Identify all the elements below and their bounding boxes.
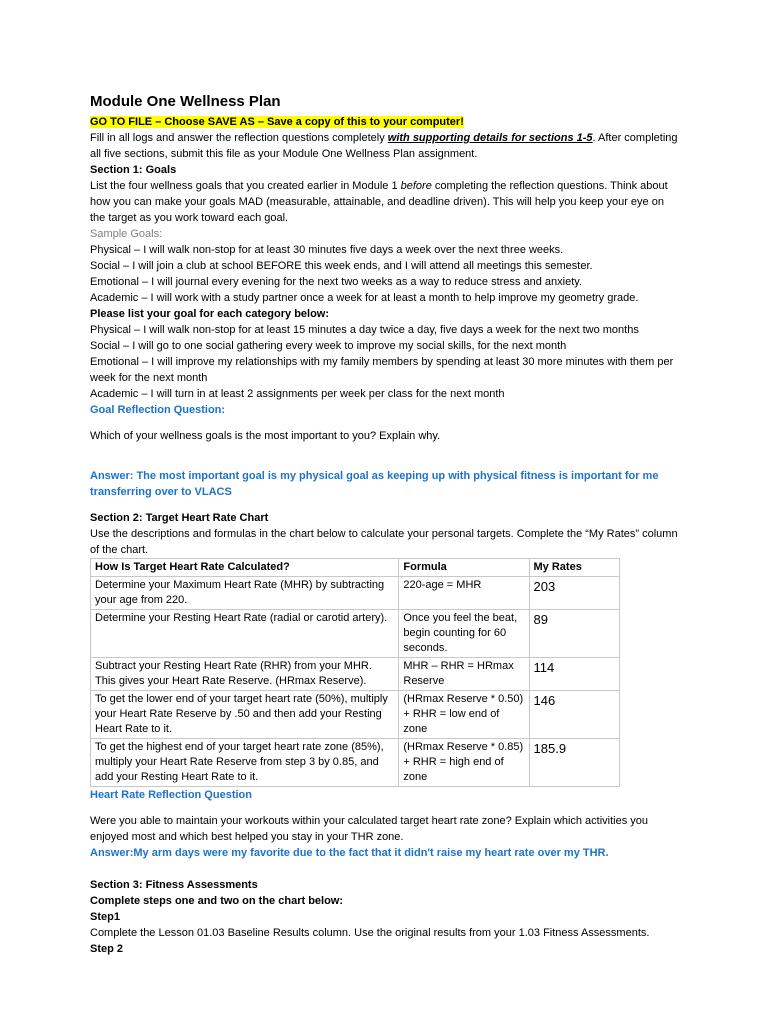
- my-rate-cell[interactable]: 89: [529, 610, 619, 658]
- section2-heading: Section 2: Target Heart Rate Chart: [90, 512, 269, 524]
- goal-social: Social – I will go to one social gathering every week to improve my social skills, for the next month: [90, 340, 567, 352]
- table-row: [91, 610, 620, 658]
- section1-desc-text: List the four wellness goals that you created earlier in Module 1: [90, 180, 401, 192]
- goal-reflection-question: Which of your wellness goals is the most important to you? Explain why.: [90, 430, 441, 442]
- intro-emphasis: with supporting details for sections 1-5: [387, 132, 593, 144]
- save-instruction: [90, 114, 680, 130]
- section1-desc-emphasis: before: [400, 180, 432, 192]
- goal-emotional: Emotional – I will improve my relationships with my family members by spending at least 30 more minutes with them per week for the next month: [90, 356, 674, 384]
- how-cell: To get the lower end of your target heart rate (50%), multiply your Heart Rate Reserve by .50 and then add your Resting Heart Rate to it.: [91, 691, 399, 739]
- table-row: [91, 739, 620, 787]
- save-instruction-highlight: GO TO FILE – Choose SAVE AS – Save a copy of this to your computer!: [90, 116, 464, 128]
- formula-cell: MHR – RHR = HRmax Reserve: [399, 658, 529, 691]
- step1-label: Step1: [90, 911, 120, 923]
- table-header-row: [91, 559, 620, 577]
- how-cell: To get the highest end of your target heart rate zone (85%), multiply your Heart Rate Reserve from step 3 by 0.85, and add your Resting Heart Rate to it.: [91, 739, 399, 787]
- sample-goals-label: Sample Goals:: [90, 228, 163, 240]
- heart-rate-reflection-heading: Heart Rate Reflection Question: [90, 789, 252, 801]
- intro-text: Fill in all logs and answer the reflection questions completely: [90, 132, 388, 144]
- heart-rate-reflection-answer: Answer:My arm days were my favorite due to the fact that it didn't raise my heart rate over my THR.: [90, 847, 609, 859]
- step2-label: Step 2: [90, 943, 124, 955]
- sample-goal-physical: Physical – I will walk non-stop for at least 30 minutes five days a week over the next three weeks.: [90, 244, 564, 256]
- document-page: [90, 93, 680, 957]
- sample-goal-academic: Academic – I will work with a study partner once a week for at least a month to help improve my geometry grade.: [90, 292, 639, 304]
- section1-heading: Section 1: Goals: [90, 164, 177, 176]
- heart-rate-table: [90, 558, 620, 787]
- my-rate-cell[interactable]: 185.9: [529, 739, 619, 787]
- section1-description: [90, 178, 680, 226]
- my-rate-cell[interactable]: 114: [529, 658, 619, 691]
- column-header-my-rates: My Rates: [529, 559, 619, 577]
- intro-paragraph: [90, 130, 680, 162]
- sample-goal-emotional: Emotional – I will journal every evening for the next two weeks as a way to reduce stress and anxiety.: [90, 276, 582, 288]
- sample-goal-social: Social – I will join a club at school BEFORE this week ends, and I will attend all meetings this semester.: [90, 260, 593, 272]
- table-row: [91, 658, 620, 691]
- goal-physical: Physical – I will walk non-stop for at least 15 minutes a day twice a day, five days a week for the next two months: [90, 324, 639, 336]
- how-cell: Subtract your Resting Heart Rate (RHR) from your MHR. This gives your Heart Rate Reserve. (HRmax Reserve).: [91, 658, 399, 691]
- intro-text-end: . After completing all five sections, submit this file as your Module One Wellness Plan assignment.: [90, 132, 678, 160]
- table-row: [91, 691, 620, 739]
- formula-cell: (HRmax Reserve * 0.50) + RHR = low end of zone: [399, 691, 529, 739]
- my-rate-cell[interactable]: 203: [529, 577, 619, 610]
- step1-text: Complete the Lesson 01.03 Baseline Results column. Use the original results from your 1.03 Fitness Assessments.: [90, 927, 650, 939]
- column-header-formula: Formula: [399, 559, 529, 577]
- section1-desc-text-end: completing the reflection questions. Think about how you can make your goals MAD (measurable, attainable, and deadline driven). This will help you keep your eye on the target as you work toward each goal.: [90, 180, 668, 224]
- how-cell: Determine your Resting Heart Rate (radial or carotid artery).: [91, 610, 399, 658]
- heart-rate-reflection-question: Were you able to maintain your workouts within your calculated target heart rate zone? Explain which activities you enjoyed most and which best helped you stay in your THR zone.: [90, 815, 649, 843]
- how-cell: Determine your Maximum Heart Rate (MHR) by subtracting your age from 220.: [91, 577, 399, 610]
- formula-cell: Once you feel the beat, begin counting for 60 seconds.: [399, 610, 529, 658]
- formula-cell: 220-age = MHR: [399, 577, 529, 610]
- document-title: Module One Wellness Plan: [90, 93, 281, 110]
- formula-cell: (HRmax Reserve * 0.85) + RHR = high end of zone: [399, 739, 529, 787]
- goal-list-heading: Please list your goal for each category below:: [90, 308, 330, 320]
- section3-heading: Section 3: Fitness Assessments: [90, 879, 258, 891]
- goal-reflection-heading: Goal Reflection Question:: [90, 404, 226, 416]
- goal-reflection-answer: Answer: The most important goal is my physical goal as keeping up with physical fitness is important for me transferring over to VLACS: [90, 470, 659, 498]
- table-row: [91, 577, 620, 610]
- my-rate-cell[interactable]: 146: [529, 691, 619, 739]
- section2-description: Use the descriptions and formulas in the chart below to calculate your personal targets. Complete the “My Rates” column of the chart.: [90, 528, 678, 556]
- column-header-how: How Is Target Heart Rate Calculated?: [91, 559, 399, 577]
- goal-academic: Academic – I will turn in at least 2 assignments per week per class for the next month: [90, 388, 505, 400]
- section3-subheading: Complete steps one and two on the chart below:: [90, 895, 344, 907]
